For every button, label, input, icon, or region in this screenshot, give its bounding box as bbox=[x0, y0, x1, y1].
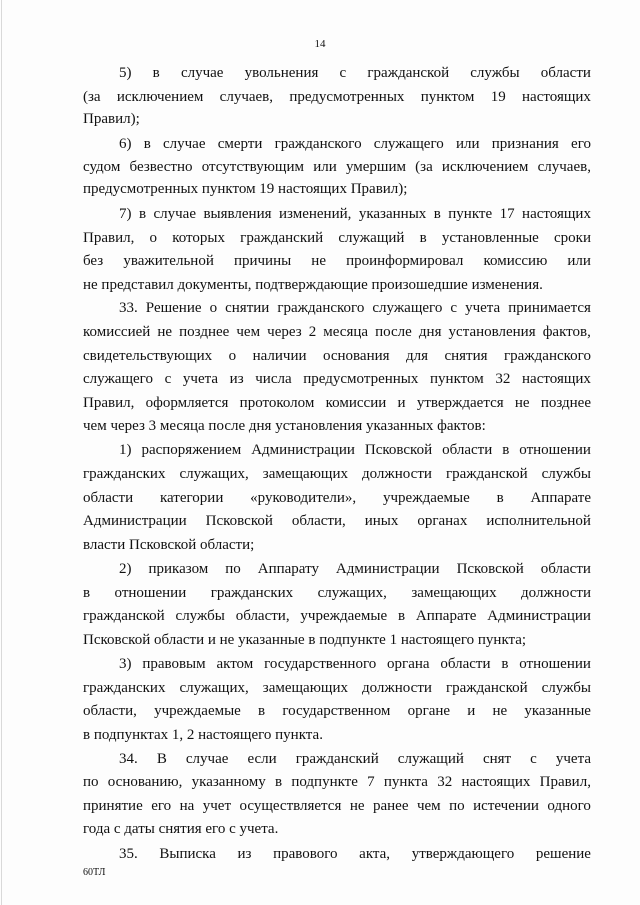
text-line: Правил, о которых гражданский служащий в установленные сроки bbox=[83, 230, 591, 246]
text-line: власти Псковской области; bbox=[83, 537, 255, 553]
text-line: 35. Выписка из правового акта, утверждающего решение bbox=[119, 846, 591, 862]
text-line: Псковской области и не указанные в подпункте 1 настоящего пункта; bbox=[83, 632, 527, 648]
page-edge bbox=[1, 0, 2, 905]
text-line: гражданских служащих, замещающих должности гражданской службы bbox=[83, 680, 591, 696]
text-line: области, учреждаемые в государственном органе и не указанные bbox=[83, 703, 591, 719]
text-line: принятие его на учет осуществляется не ранее чем по истечении одного bbox=[83, 798, 591, 814]
text-line: 7) в случае выявления изменений, указанных в пункте 17 настоящих bbox=[119, 206, 591, 222]
footer-code: 60ТЛ bbox=[83, 867, 106, 878]
page-number: 14 bbox=[314, 38, 326, 50]
text-line: гражданской службы области, учреждаемые в Аппарате Администрации bbox=[83, 608, 591, 624]
text-line: области категории «руководители», учреждаемые в Аппарате bbox=[83, 490, 591, 506]
text-line: 3) правовым актом государственного органа области в отношении bbox=[119, 656, 591, 672]
text-line: 6) в случае смерти гражданского служащего или признания его bbox=[119, 136, 591, 152]
text-line: 34. В случае если гражданский служащий снят с учета bbox=[119, 751, 591, 767]
text-line: Правил); bbox=[83, 111, 140, 127]
text-line: предусмотренных пунктом 19 настоящих Правил); bbox=[83, 181, 408, 197]
text-line: 33. Решение о снятии гражданского служащего с учета принимается bbox=[119, 300, 591, 316]
text-line: служащего с учета из числа предусмотренных пунктом 32 настоящих bbox=[83, 371, 591, 387]
text-line: 1) распоряжением Администрации Псковской области в отношении bbox=[119, 442, 591, 458]
text-line: в подпунктах 1, 2 настоящего пункта. bbox=[83, 727, 323, 743]
text-line: чем через 3 месяца после дня установления указанных фактов: bbox=[83, 418, 486, 434]
text-line: Администрации Псковской области, иных органах исполнительной bbox=[83, 513, 591, 529]
text-line: в отношении гражданских служащих, замещающих должности bbox=[83, 585, 591, 601]
text-line: судом безвестно отсутствующим или умершим (за исключением случаев, bbox=[83, 159, 591, 175]
text-line: комиссией не позднее чем через 2 месяца после дня установления фактов, bbox=[83, 324, 591, 340]
text-line: свидетельствующих о наличии основания для снятия гражданского bbox=[83, 348, 591, 364]
text-line: не представил документы, подтверждающие произошедшие изменения. bbox=[83, 277, 543, 293]
text-line: гражданских служащих, замещающих должности гражданской службы bbox=[83, 466, 591, 482]
text-line: по основанию, указанному в подпункте 7 пункта 32 настоящих Правил, bbox=[83, 774, 591, 790]
text-line: 5) в случае увольнения с гражданской службы области bbox=[119, 65, 591, 81]
text-line: Правил, оформляется протоколом комиссии и утверждается не позднее bbox=[83, 395, 591, 411]
text-line: (за исключением случаев, предусмотренных пунктом 19 настоящих bbox=[83, 89, 591, 105]
text-line: года с даты снятия его с учета. bbox=[83, 821, 279, 837]
text-line: 2) приказом по Аппарату Администрации Псковской области bbox=[119, 561, 591, 577]
text-line: без уважительной причины не проинформировал комиссию или bbox=[83, 253, 591, 269]
